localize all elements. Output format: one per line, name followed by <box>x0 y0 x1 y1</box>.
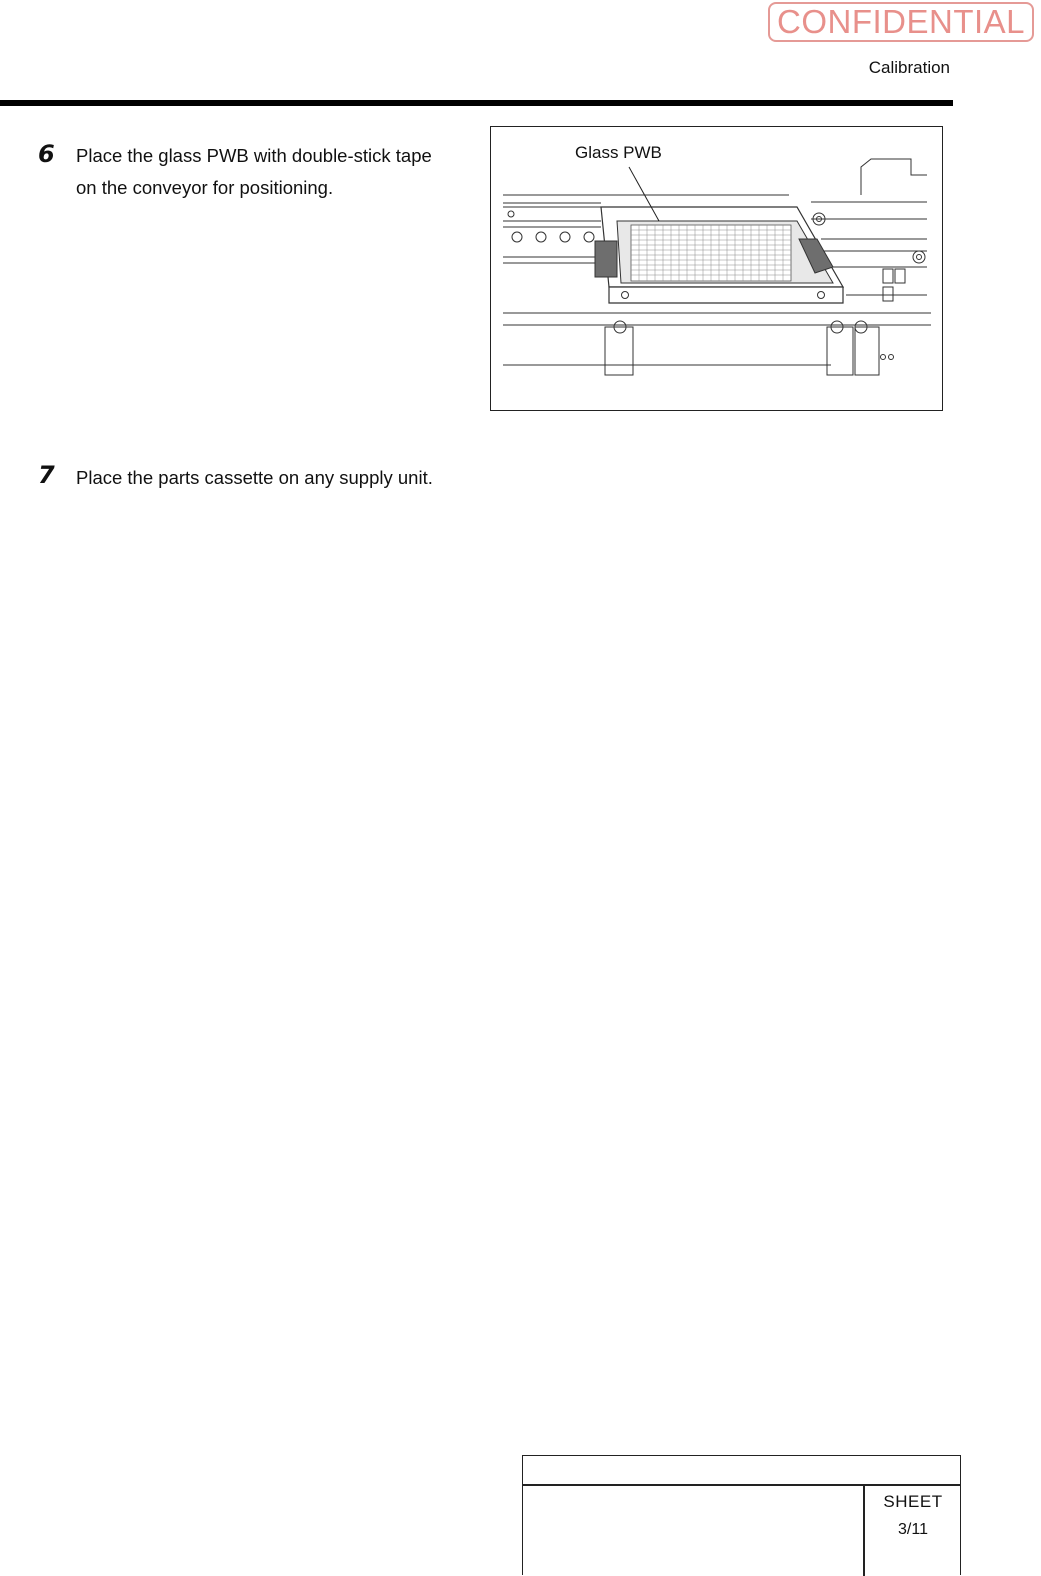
step-6-text <box>76 140 432 204</box>
sheet-label: SHEET <box>883 1492 943 1511</box>
step-7-text: Place the parts cassette on any supply unit. <box>76 467 433 488</box>
title-block-row-line <box>523 1484 960 1486</box>
sheet-number: 3/11 <box>898 1521 928 1538</box>
conveyor-illustration <box>491 127 944 412</box>
confidential-stamp: CONFIDENTIAL <box>768 2 1034 42</box>
header-rule <box>0 100 953 106</box>
glass-pwb-label: Glass PWB <box>575 143 662 162</box>
step-6-number: 6 <box>38 140 55 168</box>
glass-pwb-figure <box>490 126 943 411</box>
step-7-number: 7 <box>38 461 55 489</box>
title-block <box>522 1455 961 1575</box>
section-title: Calibration <box>868 58 950 77</box>
step-6-line-2: on the conveyor for positioning. <box>76 177 334 198</box>
step-6-line-1: Place the glass PWB with double-stick tape <box>76 145 432 166</box>
